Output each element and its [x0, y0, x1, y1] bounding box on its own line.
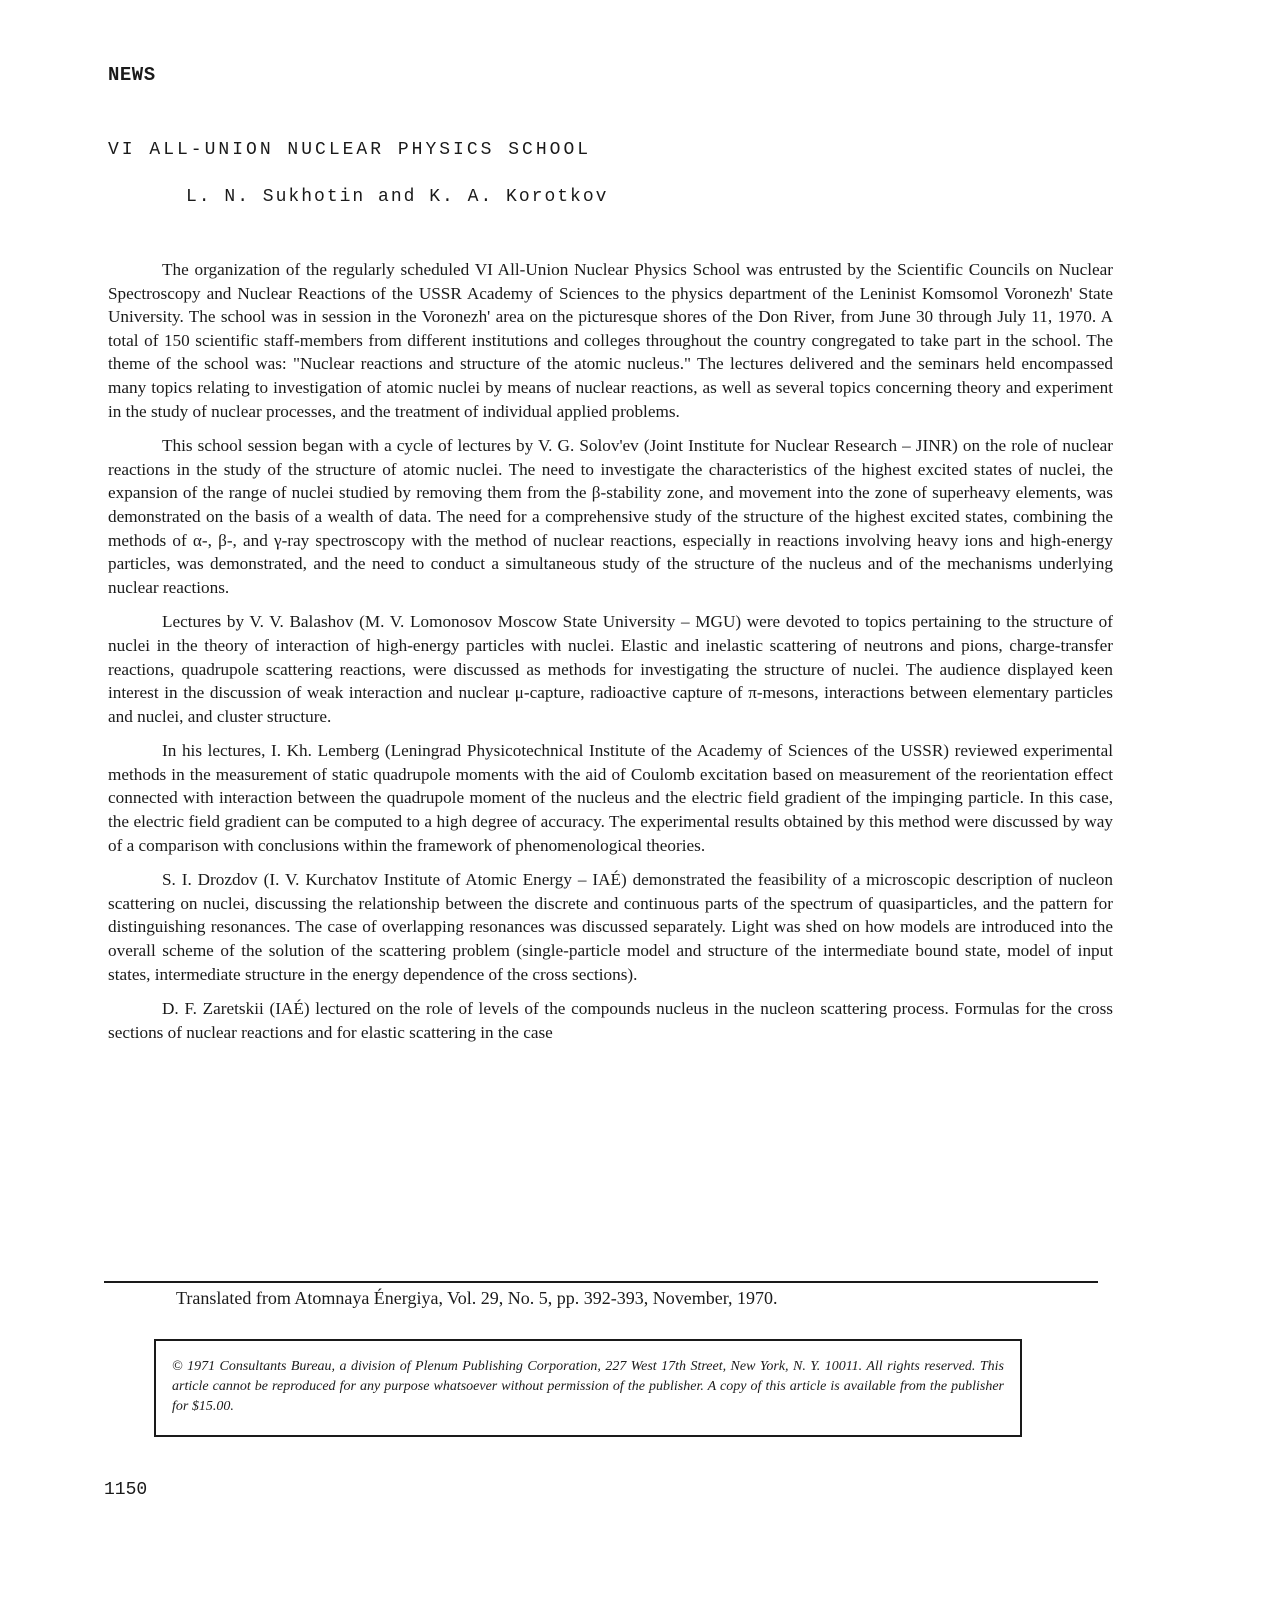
copyright-box [154, 1339, 1022, 1437]
paragraph: The organization of the regularly scheduled VI All-Union Nuclear Physics School was entrusted by the Scientific Councils on Nuclear Spectroscopy and Nuclear Reactions of the USSR Academy of Sciences to the physics department of the Leninist Komsomol Voronezh' State University. The school was in session in the Voronezh' area on the picturesque shores of the Don River, from June 30 through July 11, 1970. A total of 150 scientific staff-members from different institutions and colleges throughout the country congregated to take part in the school. The theme of the school was: "Nuclear reactions and structure of the atomic nucleus." The lectures delivered and the seminars held encompassed many topics relating to investigation of atomic nuclei by means of nuclear reactions, as well as several topics concerning theory and experiment in the study of nuclear processes, and the treatment of individual applied problems. [108, 260, 1113, 421]
footnote-divider [104, 1281, 1098, 1283]
article-authors: L. N. Sukhotin and K. A. Korotkov [186, 187, 609, 207]
paragraph: In his lectures, I. Kh. Lemberg (Leningrad Physicotechnical Institute of the Academy of Sciences of the USSR) reviewed experimental methods in the measurement of static quadrupole moments with the aid of Coulomb excitation based on measurement of the reorientation effect connected with interaction between the quadrupole moment of the nucleus and the electric field gradient of the impinging particle. In this case, the electric field gradient can be computed to a high degree of accuracy. The experimental results obtained by this method were discussed by way of a comparison with conclusions within the framework of phenomenological theories. [108, 741, 1113, 855]
paragraph: S. I. Drozdov (I. V. Kurchatov Institute of Atomic Energy – IAÉ) demonstrated the feasibility of a microscopic description of nucleon scattering on nuclei, discussing the relationship between the discrete and continuous parts of the spectrum of quasiparticles, and the pattern for distinguishing resonances. The case of overlapping resonances was discussed separately. Light was shed on how models are introduced into the overall scheme of the solution of the scattering problem (single-particle model and structure of the intermediate bound state, model of input states, intermediate structure in the energy dependence of the cross sections). [108, 870, 1113, 984]
translation-source-note: Translated from Atomnaya Énergiya, Vol. 29, No. 5, pp. 392-393, November, 1970. [176, 1288, 778, 1308]
article-title: VI ALL-UNION NUCLEAR PHYSICS SCHOOL [108, 140, 592, 160]
page-number: 1150 [104, 1480, 148, 1500]
paragraph: Lectures by V. V. Balashov (M. V. Lomonosov Moscow State University – MGU) were devoted to topics pertaining to the structure of nuclei in the theory of interaction of high-energy particles with nuclei. Elastic and inelastic scattering of neutrons and pions, charge-transfer reactions, quadrupole scattering reactions, were discussed as methods for investigating the structure of nuclei. The audience displayed keen interest in the discussion of weak interaction and nuclear μ-capture, radioactive capture of π-mesons, interactions between elementary particles and nuclei, and cluster structure. [108, 612, 1113, 726]
section-label: NEWS [108, 64, 156, 86]
article-body [108, 258, 1113, 1055]
paragraph: D. F. Zaretskii (IAÉ) lectured on the role of levels of the compounds nucleus in the nucleon scattering process. Formulas for the cross sections of nuclear reactions and for elastic scattering in the case [108, 999, 1113, 1042]
paragraph: This school session began with a cycle of lectures by V. G. Solov'ev (Joint Institute for Nuclear Research – JINR) on the role of nuclear reactions in the study of the structure of atomic nuclei. The need to investigate the characteristics of the highest excited states of nuclei, the expansion of the range of nuclei studied by removing them from the β-stability zone, and movement into the zone of superheavy elements, was demonstrated on the basis of a wealth of data. The need for a comprehensive study of the structure of the highest excited states, combining the methods of α-, β-, and γ-ray spectroscopy with the method of nuclear reactions, especially in reactions involving heavy ions and high-energy particles, was demonstrated, and the need to conduct a simultaneous study of the structure of the nucleus and of the mechanisms underlying nuclear reactions. [108, 436, 1113, 597]
copyright-text: © 1971 Consultants Bureau, a division of Plenum Publishing Corporation, 227 West 17th Street, New York, N. Y. 10011. All rights reserved. This article cannot be reproduced for any purpose whatsoever without permission of the publisher. A copy of this article is available from the publisher for $15.00. [172, 1359, 1004, 1414]
